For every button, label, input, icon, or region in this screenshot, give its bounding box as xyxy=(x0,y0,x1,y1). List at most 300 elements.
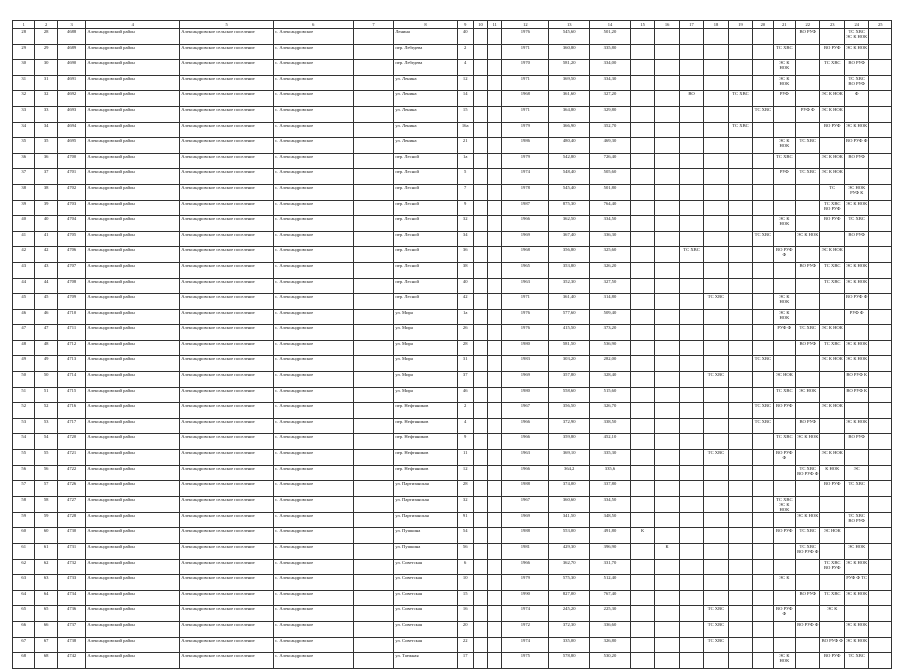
year-cell: 1979 xyxy=(502,153,549,169)
area-cell: 325,60 xyxy=(590,247,631,263)
area-cell: 331,70 xyxy=(590,559,631,575)
empty-cell xyxy=(353,496,394,512)
empty-cell xyxy=(473,403,487,419)
street-cell: пер. Лесной xyxy=(394,169,457,185)
work-cell: ЭС К НОК xyxy=(844,44,868,60)
work-cell: ТС ХВС xyxy=(773,434,795,450)
object-id: 4720 xyxy=(57,434,86,450)
settlement-cell: Александровское сельское поселение xyxy=(180,387,274,403)
work-cell xyxy=(704,75,728,91)
work-cell xyxy=(844,528,868,544)
object-id: 4688 xyxy=(57,29,86,45)
village-cell: с. Александровское xyxy=(274,637,354,653)
work-cell: ТС ХВС xyxy=(704,621,728,637)
work-cell xyxy=(728,29,752,45)
street-cell: пер. Лебедева xyxy=(394,60,457,76)
year-cell: 1974 xyxy=(502,169,549,185)
work-cell xyxy=(630,450,654,466)
work-cell xyxy=(753,75,773,91)
year-cell: 1971 xyxy=(502,44,549,60)
village-cell: с. Александровское xyxy=(274,340,354,356)
row-number: 62 xyxy=(35,559,57,575)
table-row xyxy=(13,29,892,45)
work-cell xyxy=(796,481,820,497)
work-cell xyxy=(728,294,752,310)
area-cell: 429,30 xyxy=(549,544,590,560)
district-cell: Александровский район xyxy=(86,247,180,263)
work-cell: ВО РУФ xyxy=(844,153,868,169)
area-cell: 536,90 xyxy=(590,340,631,356)
work-cell xyxy=(679,294,703,310)
district-cell: Александровский район xyxy=(86,372,180,388)
work-cell: РУФ Ф xyxy=(796,106,820,122)
work-cell: ЭС К НОК xyxy=(820,403,844,419)
house-number: 5 xyxy=(457,169,473,185)
row-number: 64 xyxy=(35,590,57,606)
work-cell xyxy=(630,340,654,356)
work-cell xyxy=(869,247,892,263)
column-number: 15 xyxy=(630,21,654,29)
row-number: 34 xyxy=(35,122,57,138)
work-cell xyxy=(655,403,679,419)
area-cell: 767,40 xyxy=(590,590,631,606)
empty-cell xyxy=(488,169,502,185)
work-cell xyxy=(655,231,679,247)
work-cell xyxy=(704,387,728,403)
row-number: 55 xyxy=(35,450,57,466)
work-cell: ВО РУФ xyxy=(820,122,844,138)
work-cell xyxy=(679,44,703,60)
village-cell: с. Александровское xyxy=(274,481,354,497)
row-number: 55 xyxy=(13,450,35,466)
area-cell: 764,40 xyxy=(590,200,631,216)
work-cell xyxy=(704,231,728,247)
district-cell: Александровский район xyxy=(86,44,180,60)
row-number: 59 xyxy=(13,512,35,528)
row-number: 28 xyxy=(35,29,57,45)
street-cell: ул. Пушкина xyxy=(394,544,457,560)
work-cell: ЭС К НОК xyxy=(773,294,795,310)
year-cell: 1987 xyxy=(502,200,549,216)
work-cell xyxy=(630,434,654,450)
street-cell: пер. Нефтяников xyxy=(394,418,457,434)
work-cell xyxy=(869,29,892,45)
work-cell xyxy=(679,403,703,419)
street-cell: ул. Ленина xyxy=(394,91,457,107)
house-number: 46 xyxy=(457,387,473,403)
work-cell xyxy=(844,403,868,419)
work-cell: ТС ХВС xyxy=(844,216,868,232)
area-cell: 337,80 xyxy=(590,481,631,497)
work-cell xyxy=(704,575,728,591)
work-cell xyxy=(728,387,752,403)
work-cell: ВО РУФ К xyxy=(844,387,868,403)
work-cell xyxy=(728,559,752,575)
work-cell xyxy=(796,216,820,232)
work-cell xyxy=(869,122,892,138)
empty-cell xyxy=(488,559,502,575)
village-cell: с. Александровское xyxy=(274,621,354,637)
empty-cell xyxy=(488,450,502,466)
district-cell: Александровский район xyxy=(86,278,180,294)
object-id: 4722 xyxy=(57,465,86,481)
work-cell xyxy=(728,434,752,450)
work-cell xyxy=(869,387,892,403)
work-cell: ЭС К НОК xyxy=(844,559,868,575)
row-number: 68 xyxy=(35,653,57,669)
work-cell xyxy=(820,434,844,450)
object-id: 4701 xyxy=(57,169,86,185)
house-number: 20 xyxy=(457,621,473,637)
work-cell xyxy=(796,278,820,294)
area-cell: 372,30 xyxy=(549,621,590,637)
street-cell: пер. Лесной xyxy=(394,262,457,278)
work-cell xyxy=(796,559,820,575)
row-number: 40 xyxy=(13,216,35,232)
work-cell xyxy=(796,247,820,263)
district-cell: Александровский район xyxy=(86,138,180,154)
work-cell xyxy=(753,184,773,200)
empty-cell xyxy=(353,559,394,575)
work-cell xyxy=(796,200,820,216)
empty-cell xyxy=(473,278,487,294)
area-cell: 335,6 xyxy=(590,465,631,481)
work-cell xyxy=(728,262,752,278)
settlement-cell: Александровское сельское поселение xyxy=(180,450,274,466)
street-cell: ул. Мира xyxy=(394,387,457,403)
table-row xyxy=(13,294,892,310)
work-cell xyxy=(655,528,679,544)
table-row xyxy=(13,106,892,122)
work-cell: ТС ХВС xyxy=(753,231,773,247)
work-cell: ЭС К НОК xyxy=(844,637,868,653)
work-cell: ЭС К НОК xyxy=(820,356,844,372)
work-cell xyxy=(844,247,868,263)
settlement-cell: Александровское сельское поселение xyxy=(180,653,274,669)
area-cell: 369,50 xyxy=(549,75,590,91)
street-cell: ул. Мира xyxy=(394,372,457,388)
house-number: 2 xyxy=(457,44,473,60)
work-cell xyxy=(655,637,679,653)
area-cell: 282,00 xyxy=(590,356,631,372)
street-cell: ул. Советская xyxy=(394,559,457,575)
work-cell xyxy=(773,184,795,200)
district-cell: Александровский район xyxy=(86,450,180,466)
object-id: 4707 xyxy=(57,262,86,278)
column-number: 13 xyxy=(549,21,590,29)
work-cell xyxy=(869,91,892,107)
work-cell xyxy=(753,60,773,76)
work-cell xyxy=(869,559,892,575)
work-cell xyxy=(869,512,892,528)
village-cell: с. Александровское xyxy=(274,372,354,388)
work-cell xyxy=(869,528,892,544)
year-cell: 1976 xyxy=(502,309,549,325)
work-cell xyxy=(869,75,892,91)
work-cell xyxy=(728,621,752,637)
work-cell: ЭС К НОК xyxy=(844,621,868,637)
object-id: 4716 xyxy=(57,403,86,419)
work-cell xyxy=(704,216,728,232)
table-row xyxy=(13,60,892,76)
empty-cell xyxy=(488,75,502,91)
empty-cell xyxy=(353,184,394,200)
row-number: 44 xyxy=(13,278,35,294)
house-number: 40 xyxy=(457,278,473,294)
year-cell: 1976 xyxy=(502,29,549,45)
settlement-cell: Александровское сельское поселение xyxy=(180,60,274,76)
village-cell: с. Александровское xyxy=(274,184,354,200)
year-cell: 1974 xyxy=(502,606,549,622)
work-cell xyxy=(753,247,773,263)
row-number: 59 xyxy=(35,512,57,528)
settlement-cell: Александровское сельское поселение xyxy=(180,294,274,310)
work-cell xyxy=(679,262,703,278)
empty-cell xyxy=(488,200,502,216)
column-number: 11 xyxy=(488,21,502,29)
work-cell xyxy=(704,512,728,528)
empty-cell xyxy=(473,418,487,434)
work-cell xyxy=(630,184,654,200)
village-cell: с. Александровское xyxy=(274,309,354,325)
table-row xyxy=(13,434,892,450)
empty-cell xyxy=(488,231,502,247)
work-cell xyxy=(728,418,752,434)
street-cell: ул. Ленина xyxy=(394,106,457,122)
table-row xyxy=(13,184,892,200)
empty-cell xyxy=(353,138,394,154)
year-cell: 1978 xyxy=(502,184,549,200)
year-cell: 1986 xyxy=(502,138,549,154)
row-number: 51 xyxy=(13,387,35,403)
work-cell xyxy=(679,60,703,76)
table-row xyxy=(13,575,892,591)
settlement-cell: Александровское сельское поселение xyxy=(180,75,274,91)
empty-cell xyxy=(488,184,502,200)
work-cell xyxy=(704,60,728,76)
work-cell xyxy=(753,434,773,450)
work-cell xyxy=(704,278,728,294)
district-cell: Александровский район xyxy=(86,434,180,450)
empty-cell xyxy=(353,247,394,263)
house-number: 9 xyxy=(457,434,473,450)
row-number: 61 xyxy=(35,544,57,560)
object-id: 4711 xyxy=(57,325,86,341)
empty-cell xyxy=(473,122,487,138)
row-number: 65 xyxy=(13,606,35,622)
work-cell xyxy=(630,247,654,263)
area-cell: 327,50 xyxy=(590,278,631,294)
work-cell: ВО РУФ xyxy=(796,29,820,45)
work-cell xyxy=(869,590,892,606)
settlement-cell: Александровское сельское поселение xyxy=(180,434,274,450)
empty-cell xyxy=(353,653,394,669)
work-cell xyxy=(655,262,679,278)
area-cell: 577,60 xyxy=(549,309,590,325)
village-cell: с. Александровское xyxy=(274,325,354,341)
year-cell: 1967 xyxy=(502,403,549,419)
work-cell xyxy=(679,496,703,512)
row-number: 46 xyxy=(35,309,57,325)
work-cell: ТС ХВС xyxy=(704,450,728,466)
empty-cell xyxy=(353,278,394,294)
work-cell xyxy=(869,621,892,637)
work-cell: ЭС К НОК xyxy=(820,169,844,185)
table-row xyxy=(13,91,892,107)
work-cell xyxy=(753,91,773,107)
work-cell xyxy=(869,325,892,341)
row-number: 31 xyxy=(35,75,57,91)
work-cell: ВО РУФ xyxy=(820,44,844,60)
object-id: 4727 xyxy=(57,496,86,512)
area-cell: 726,40 xyxy=(590,153,631,169)
object-id: 4693 xyxy=(57,106,86,122)
work-cell: ТС ХВС xyxy=(704,606,728,622)
column-number: 4 xyxy=(86,21,180,29)
work-cell xyxy=(679,528,703,544)
empty-cell xyxy=(353,575,394,591)
area-cell: 356,80 xyxy=(549,247,590,263)
work-cell xyxy=(820,496,844,512)
house-number: 15 xyxy=(457,106,473,122)
work-cell xyxy=(704,29,728,45)
work-cell xyxy=(655,356,679,372)
house-number: 2 xyxy=(457,403,473,419)
column-number: 14 xyxy=(590,21,631,29)
area-cell: 361,40 xyxy=(549,294,590,310)
empty-cell xyxy=(353,106,394,122)
work-cell xyxy=(753,216,773,232)
empty-cell xyxy=(473,621,487,637)
table-row xyxy=(13,559,892,575)
district-cell: Александровский район xyxy=(86,559,180,575)
work-cell: ТС ХВС xyxy=(753,418,773,434)
work-cell: ТС ХВС xyxy=(820,60,844,76)
work-cell xyxy=(728,544,752,560)
empty-cell xyxy=(488,309,502,325)
empty-cell xyxy=(488,418,502,434)
row-number: 41 xyxy=(13,231,35,247)
house-number: 1а xyxy=(457,309,473,325)
object-id: 4702 xyxy=(57,184,86,200)
settlement-cell: Александровское сельское поселение xyxy=(180,309,274,325)
table-row xyxy=(13,653,892,669)
work-cell: ТС ХВС xyxy=(820,278,844,294)
work-cell xyxy=(655,496,679,512)
work-cell xyxy=(869,434,892,450)
row-number: 40 xyxy=(35,216,57,232)
work-cell xyxy=(728,106,752,122)
empty-cell xyxy=(353,325,394,341)
row-number: 57 xyxy=(13,481,35,497)
work-cell: ТС ХВС xyxy=(796,138,820,154)
work-cell xyxy=(679,325,703,341)
settlement-cell: Александровское сельское поселение xyxy=(180,169,274,185)
district-cell: Александровский район xyxy=(86,512,180,528)
district-cell: Александровский район xyxy=(86,403,180,419)
street-cell: ул. Советская xyxy=(394,621,457,637)
work-cell xyxy=(844,325,868,341)
work-cell xyxy=(753,450,773,466)
work-cell xyxy=(704,153,728,169)
area-cell: 373,20 xyxy=(590,325,631,341)
work-cell xyxy=(655,153,679,169)
work-cell: ЭС К НОК xyxy=(796,434,820,450)
work-cell xyxy=(704,496,728,512)
work-cell xyxy=(655,75,679,91)
settlement-cell: Александровское сельское поселение xyxy=(180,340,274,356)
settlement-cell: Александровское сельское поселение xyxy=(180,44,274,60)
work-cell xyxy=(869,340,892,356)
year-cell: 1981 xyxy=(502,544,549,560)
empty-cell xyxy=(473,200,487,216)
area-cell: 415,50 xyxy=(549,325,590,341)
work-cell: ВО РУФ xyxy=(844,60,868,76)
work-cell xyxy=(655,309,679,325)
area-cell: 362,70 xyxy=(549,559,590,575)
work-cell: ВО xyxy=(679,91,703,107)
work-cell xyxy=(679,465,703,481)
settlement-cell: Александровское сельское поселение xyxy=(180,138,274,154)
column-number: 23 xyxy=(820,21,844,29)
table-row xyxy=(13,122,892,138)
work-cell xyxy=(655,559,679,575)
object-id: 4731 xyxy=(57,544,86,560)
street-cell: пер. Лесной xyxy=(394,200,457,216)
table-row xyxy=(13,418,892,434)
work-cell xyxy=(728,465,752,481)
object-id: 4728 xyxy=(57,512,86,528)
street-cell: пер. Лесной xyxy=(394,231,457,247)
work-cell: ТС ХВС xyxy=(679,247,703,263)
work-cell: ЭС К НОК xyxy=(844,418,868,434)
work-cell xyxy=(753,637,773,653)
empty-cell xyxy=(353,44,394,60)
work-cell xyxy=(820,575,844,591)
object-id: 4691 xyxy=(57,75,86,91)
work-cell xyxy=(655,512,679,528)
object-id: 4714 xyxy=(57,372,86,388)
work-cell xyxy=(773,262,795,278)
work-cell: ЭС xyxy=(844,465,868,481)
empty-cell xyxy=(473,465,487,481)
work-cell xyxy=(728,528,752,544)
empty-cell xyxy=(473,106,487,122)
work-cell xyxy=(869,106,892,122)
empty-cell xyxy=(353,465,394,481)
work-cell xyxy=(630,559,654,575)
work-cell xyxy=(753,153,773,169)
empty-cell xyxy=(488,122,502,138)
row-number: 35 xyxy=(13,138,35,154)
table-row xyxy=(13,496,892,512)
work-cell: ТС ХВС xyxy=(753,106,773,122)
settlement-cell: Александровское сельское поселение xyxy=(180,465,274,481)
empty-cell xyxy=(488,637,502,653)
work-cell xyxy=(869,403,892,419)
work-cell xyxy=(655,434,679,450)
table-row xyxy=(13,450,892,466)
area-cell: 542,80 xyxy=(549,153,590,169)
work-cell xyxy=(796,184,820,200)
work-cell xyxy=(704,481,728,497)
area-cell: 366,90 xyxy=(549,122,590,138)
work-cell: ТС ХВС xyxy=(704,294,728,310)
work-cell xyxy=(655,575,679,591)
object-id: 4742 xyxy=(57,653,86,669)
area-cell: 512,40 xyxy=(590,575,631,591)
work-cell: ТС ХВС xyxy=(796,528,820,544)
